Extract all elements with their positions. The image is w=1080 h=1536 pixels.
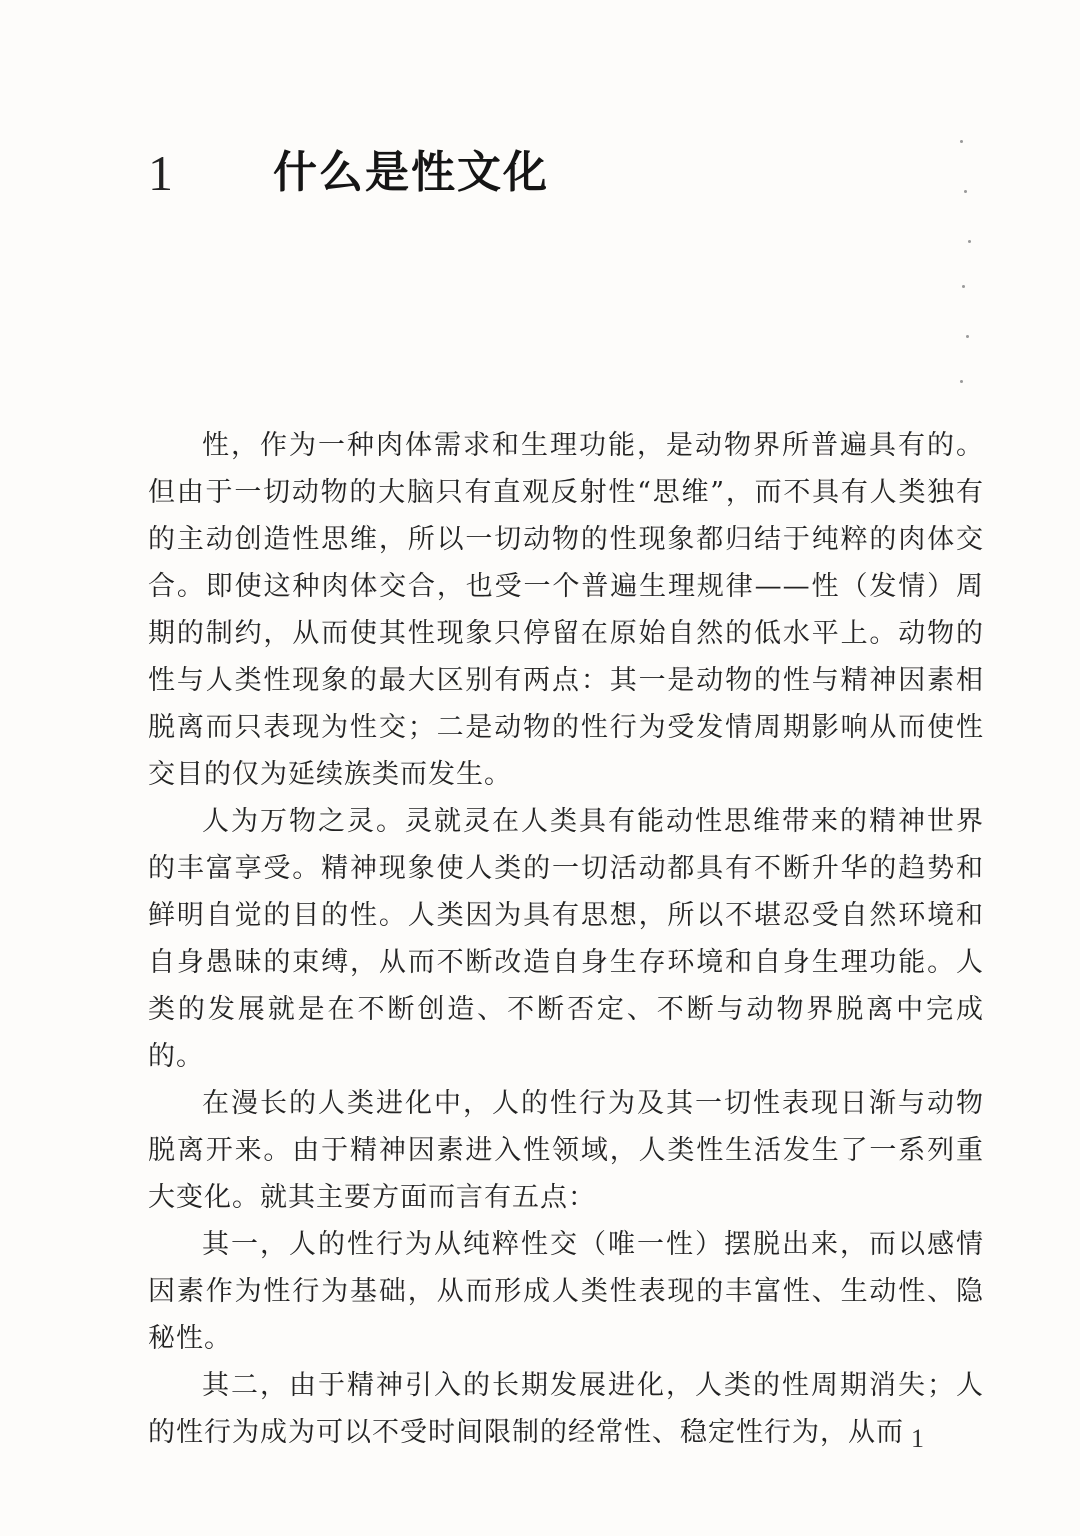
paragraph-4: 其一，人的性行为从纯粹性交（唯一性）摆脱出来，而以感情因素作为性行为基础，从而形成人类性表现的丰富性、生动性、隐秘性。 [148,1229,984,1354]
scan-speck [962,285,965,288]
scan-speck [968,240,971,243]
paragraph-2: 人为万物之灵。灵就灵在人类具有能动性思维带来的精神世界的丰富享受。精神现象使人类的一切活动都具有不断升华的趋势和鲜明自觉的目的性。人类因为具有思想，所以不堪忍受自然环境和自身愚昧的束缚，从而不断改造自身生存环境和自身生理功能。人类的发展就是在不断创造、不断否定、不断与动物界脱离中完成的。 [148,806,984,1072]
paragraph-3: 在漫长的人类进化中，人的性行为及其一切性表现日渐与动物脱离开来。由于精神因素进入性领域，人类性生活发生了一系列重大变化。就其主要方面而言有五点： [148,1088,984,1213]
body-text [148,422,984,1456]
page-number: 1 [911,1424,924,1453]
paragraph-5: 其二，由于精神引入的长期发展进化，人类的性周期消失；人的性行为成为可以不受时间限制的经常性、稳定性行为，从而 [148,1370,984,1448]
scan-speck [966,335,969,338]
chapter-title: 什么是性文化 [273,147,549,198]
scan-speck [960,140,963,143]
scan-speck [964,190,967,193]
paragraph-1: 性，作为一种肉体需求和生理功能，是动物界所普遍具有的。但由于一切动物的大脑只有直观反射性“思维”，而不具有人类独有的主动创造性思维，所以一切动物的性现象都归结于纯粹的肉体交合。即使这种肉体交合，也受一个普遍生理规律——性（发情）周期的制约，从而使其性现象只停留在原始自然的低水平上。动物的性与人类性现象的最大区别有两点：其一是动物的性与精神因素相脱离而只表现为性交；二是动物的性行为受发情周期影响从而使性交目的仅为延续族类而发生。 [148,430,984,790]
chapter-number: 1 [148,145,173,201]
scan-speck [960,380,963,383]
chapter-heading [148,138,549,208]
